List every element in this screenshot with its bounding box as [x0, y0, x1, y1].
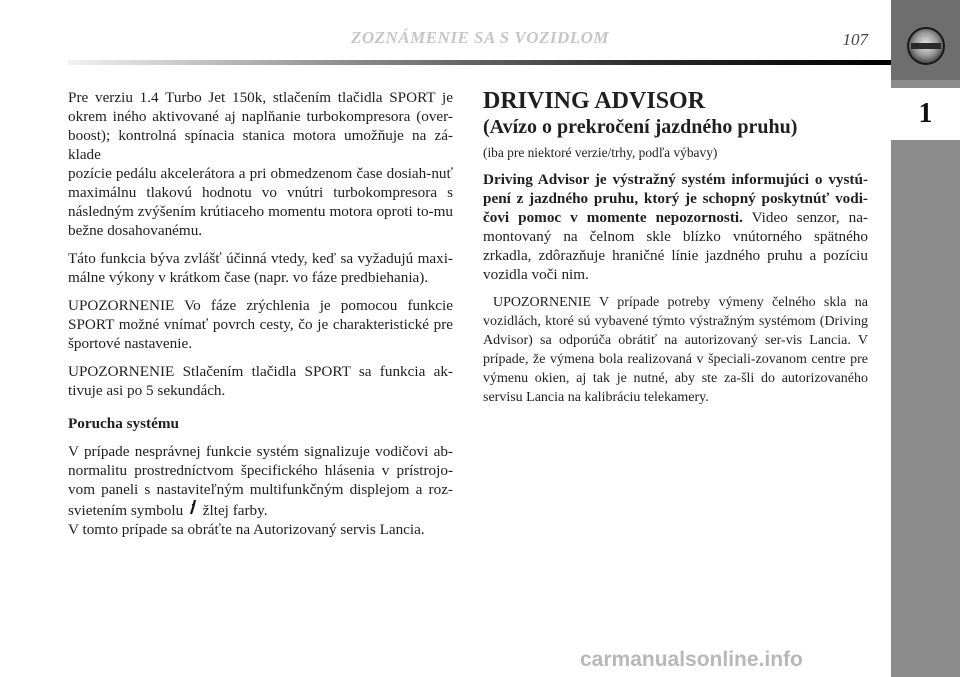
page-number: 107: [842, 30, 868, 49]
right-column: [483, 88, 868, 416]
warning-activation-paragraph: UPOZORNENIE Stlačením tlačidla SPORT sa funkcia ak-tivuje asi po 5 sekundách.: [68, 363, 453, 399]
system-fault-heading: Porucha systému: [68, 415, 179, 432]
driving-advisor-intro-rest: Video senzor, na-montovaný na čelnom skle blízko vnútorného spätného zrkadla, zdôrazňuje hraničné línie jazdného pruhu a pozíciu vozidla voči nim.: [483, 209, 868, 283]
watermark: carmanualsonline.info: [580, 648, 803, 671]
fault-text-after-icon: žltej farby.: [202, 502, 268, 519]
sport-overtaking-paragraph: Táto funkcia býva zvlášť účinná vtedy, keď sa vyžadujú maxi-málne výkony v krátkom čase (napr. vo fáze predbiehania).: [68, 250, 453, 286]
fault-text-before-icon: V prípade nesprávnej funkcie systém signalizuje vodičovi ab-normalitu prostredníctvom špecifického hlásenia v prístrojo-vom paneli s nastaviteľným multifunkčným displejom a roz-svietením symbolu: [68, 443, 453, 519]
header-rule: [68, 60, 891, 65]
warning-acceleration-paragraph: UPOZORNENIE Vo fáze zrýchlenia je pomocou funkcie SPORT možné vnímať povrch cesty, čo je charakteristické pre športové nastavenie.: [68, 297, 453, 352]
service-paragraph: V tomto prípade sa obráťte na Autorizovaný servis Lancia.: [68, 521, 425, 538]
windscreen-warning-paragraph: UPOZORNENIE V prípade potreby výmeny čelného skla na vozidlách, ktoré sú vybavené týmto výstražným systémom (Driving Advisor) sa odporúča obrátiť na autorizovaný ser-vis Lancia. V prípade, že výmena bola realizovaná v špeciali-zovanom centre pre výmenu okien, aj tak je nutné, aby ste za-šli do autorizovaného servisu Lancia na kalibráciu telekamery.: [483, 295, 868, 405]
left-column: [68, 88, 453, 548]
section-title: DRIVING ADVISOR: [483, 88, 706, 114]
sport-paragraph-part2: pozície pedálu akcelerátora a pri obmedzenom čase dosiah-nuť maximálnu tlakovú hodnotu vo vnútri turbokompresora s následným zvýšením krútiaceho momentu motora oproti to-mu bežne dosahovanému.: [68, 165, 453, 239]
sport-paragraph-part1: Pre verziu 1.4 Turbo Jet 150k, stlačením tlačidla SPORT je okrem iného aktivované aj naplňanie turbokompresora (over-boost); kontrolná spínacia stanica motora umožňuje na zá-klade: [68, 89, 453, 163]
lancia-logo-bar: [911, 43, 941, 49]
driving-advisor-intro-bold: Driving Advisor je výstražný systém informujúci o vystú-pení z jazdného pruhu, ktorý je schopný poskytnúť vodi-čovi pomoc v momente nepozornosti.: [483, 171, 868, 226]
driving-advisor-warning-icon: [187, 499, 199, 520]
running-header-title: ZOZNÁMENIE SA S VOZIDLOM: [350, 28, 610, 47]
fault-paragraph: [68, 442, 453, 520]
section-subtitle: (Avízo o prekročení jazdného pruhu): [483, 116, 798, 138]
driving-advisor-intro: [483, 170, 868, 284]
chapter-tab[interactable]: 1: [891, 88, 960, 140]
availability-note: (iba pre niektoré verzie/trhy, podľa výbavy): [483, 145, 718, 160]
